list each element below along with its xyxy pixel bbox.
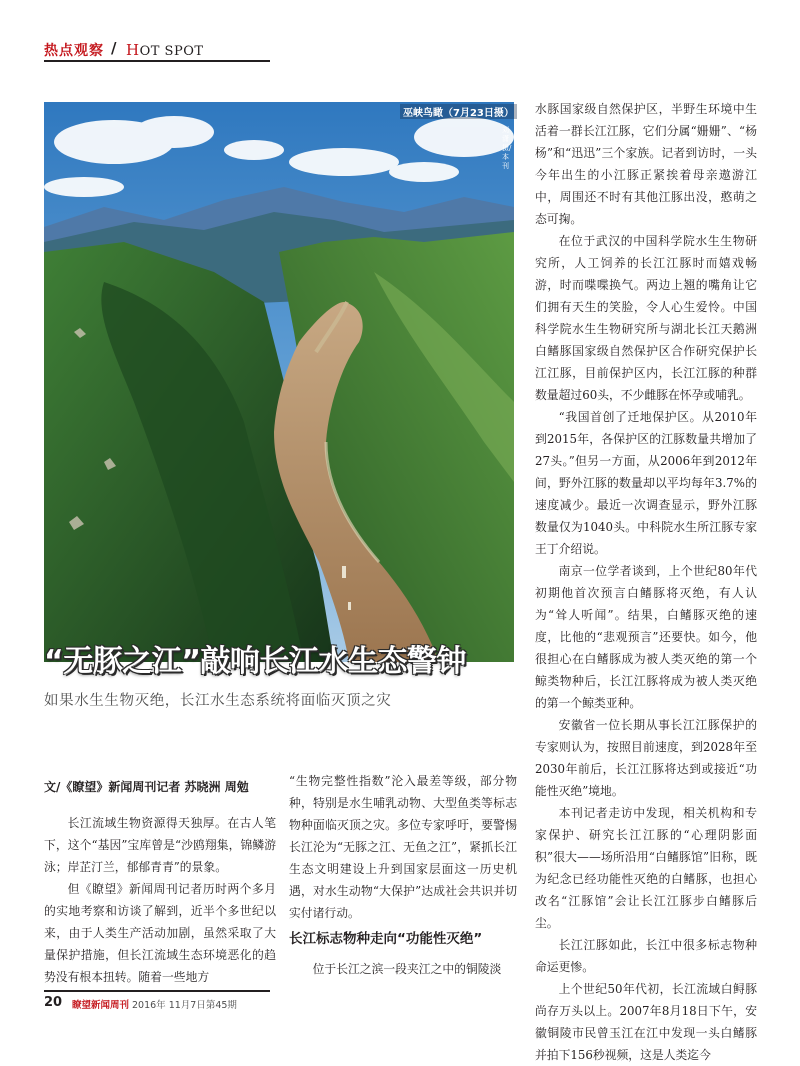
- paragraph: 上个世纪50年代初，长江流域白鲟豚尚存万头以上。2007年8月18日下午，安徽铜陵市民曾玉江在江中发现一头白鳍豚并拍下156秒视频，这是人类迄今: [535, 982, 757, 1062]
- gorge-illustration: [44, 102, 514, 662]
- section-name-cn: 热点观察: [44, 43, 104, 59]
- footer-rule: [44, 990, 270, 992]
- paragraph: “生物完整性指数”沦入最差等级，部分物种，特别是水生哺乳动物、大型鱼类等标志物种面临灭顶之灾。多位专家呼吁，要警惕长江沦为“无豚之江、无鱼之江”，紧抓长江生态文明建设上升到国家层面这一历史机遇，对水生动物“大保护”达成社会共识并切实付诸行动。: [289, 774, 517, 920]
- page-number: 20: [44, 995, 63, 1010]
- section-divider: /: [111, 39, 117, 57]
- article-column-2-bottom: [289, 958, 517, 980]
- paragraph: “我国首创了迁地保护区。从2010年到2015年，各保护区的江豚数量共增加了27头。”但另一方面，从2006年到2012年间，野外江豚的数量却以平均每年3.7%的速度减少。最近一次调查显示，野外江豚数量仅为1040头。中科院水生所江豚专家王丁介绍说。: [535, 410, 757, 556]
- paragraph: 在位于武汉的中国科学院水生生物研究所，人工饲养的长江江豚时而嬉戏畅游，时而喋喋换气。两边上翘的嘴角让它们拥有天生的笑脸，令人心生爱怜。中国科学院水生生物研究所与湖北长江天鹅洲白鳍豚国家级自然保护区合作研究保护长江江豚，目前保护区内，长江江豚的种群数量超过60头，不少雌豚在怀孕或哺乳。: [535, 234, 757, 402]
- paragraph: 但《瞭望》新闻周刊记者历时两个多月的实地考察和访谈了解到，近半个多世纪以来，由于人类生产活动加剧，虽然采取了大量保护措施，但长江流域生态环境恶化的趋势没有根本扭转。随着一些地方: [44, 882, 276, 984]
- photo-credit: 刘潇摄/本刊: [502, 126, 512, 170]
- photo-caption: 巫峡鸟瞰（7月23日摄）: [400, 104, 517, 119]
- article-byline: 文/《瞭望》新闻周刊记者 苏晓洲 周勉: [44, 780, 249, 794]
- paragraph: 长江流域生物资源得天独厚。在古人笔下，这个“基因”宝库曾是“沙鸥翔集，锦鳞游泳；岸芷汀兰，郁郁青青”的景象。: [44, 816, 276, 874]
- section-heading: 长江标志物种走向“功能性灭绝”: [289, 931, 483, 947]
- publication-name: 瞭望新闻周刊: [72, 1000, 130, 1011]
- section-name-en: [126, 41, 204, 59]
- paragraph: 安徽省一位长期从事长江江豚保护的专家则认为，按照目前速度，到2028年至2030年前后，长江江豚将达到或接近“功能性灭绝”境地。: [535, 718, 757, 798]
- article-column-2: [289, 770, 517, 924]
- article-column-3: [535, 98, 757, 1066]
- issue-info: 2016年 11月7日第45期: [132, 1000, 237, 1011]
- article-subtitle: 如果水生生物灭绝，长江水生态系统将面临灭顶之灾: [44, 693, 392, 709]
- paragraph: 南京一位学者谈到，上个世纪80年代初期他首次预言白鳍豚将灭绝，有人认为“耸人听闻”。结果，白鳍豚灭绝的速度，比他的“悲观预言”还要快。如今，他很担心在白鳍豚成为被人类灭绝的第一个鲸类物种后，长江江豚将成为被人类灭绝的第一个鲸类亚种。: [535, 564, 757, 710]
- section-header: [44, 38, 270, 66]
- river-gorge-photo: [44, 102, 514, 662]
- article-title: “无豚之江”敲响长江水生态警钟: [44, 644, 466, 679]
- paragraph: 长江江豚如此，长江中很多标志物种命运更惨。: [535, 938, 757, 974]
- paragraph: 水豚国家级自然保护区，半野生环境中生活着一群长江江豚，它们分属“姗姗”、“杨杨”和“迅迅”三个家族。记者到访时，一头今年出生的小江豚正紧挨着母亲遨游江中，周围还不时有其他江豚出没，憨萌之态可掬。: [535, 102, 757, 226]
- section-name-en-initial: H: [126, 41, 140, 59]
- paragraph: 本刊记者走访中发现，相关机构和专家保护、研究长江江豚的“心理阴影面积”很大——场所沿用“白鳍豚馆”旧称，既为纪念已经功能性灭绝的白鳍豚，也担心改名“江豚馆”会让长江江豚步白鳍豚后尘。: [535, 806, 757, 930]
- article-column-1: [44, 812, 276, 988]
- header-rule: [44, 60, 270, 62]
- paragraph: 位于长江之滨一段夹江之中的铜陵淡: [312, 962, 502, 976]
- section-name-en-rest: OT SPOT: [139, 44, 204, 59]
- page-footer: [44, 990, 270, 1012]
